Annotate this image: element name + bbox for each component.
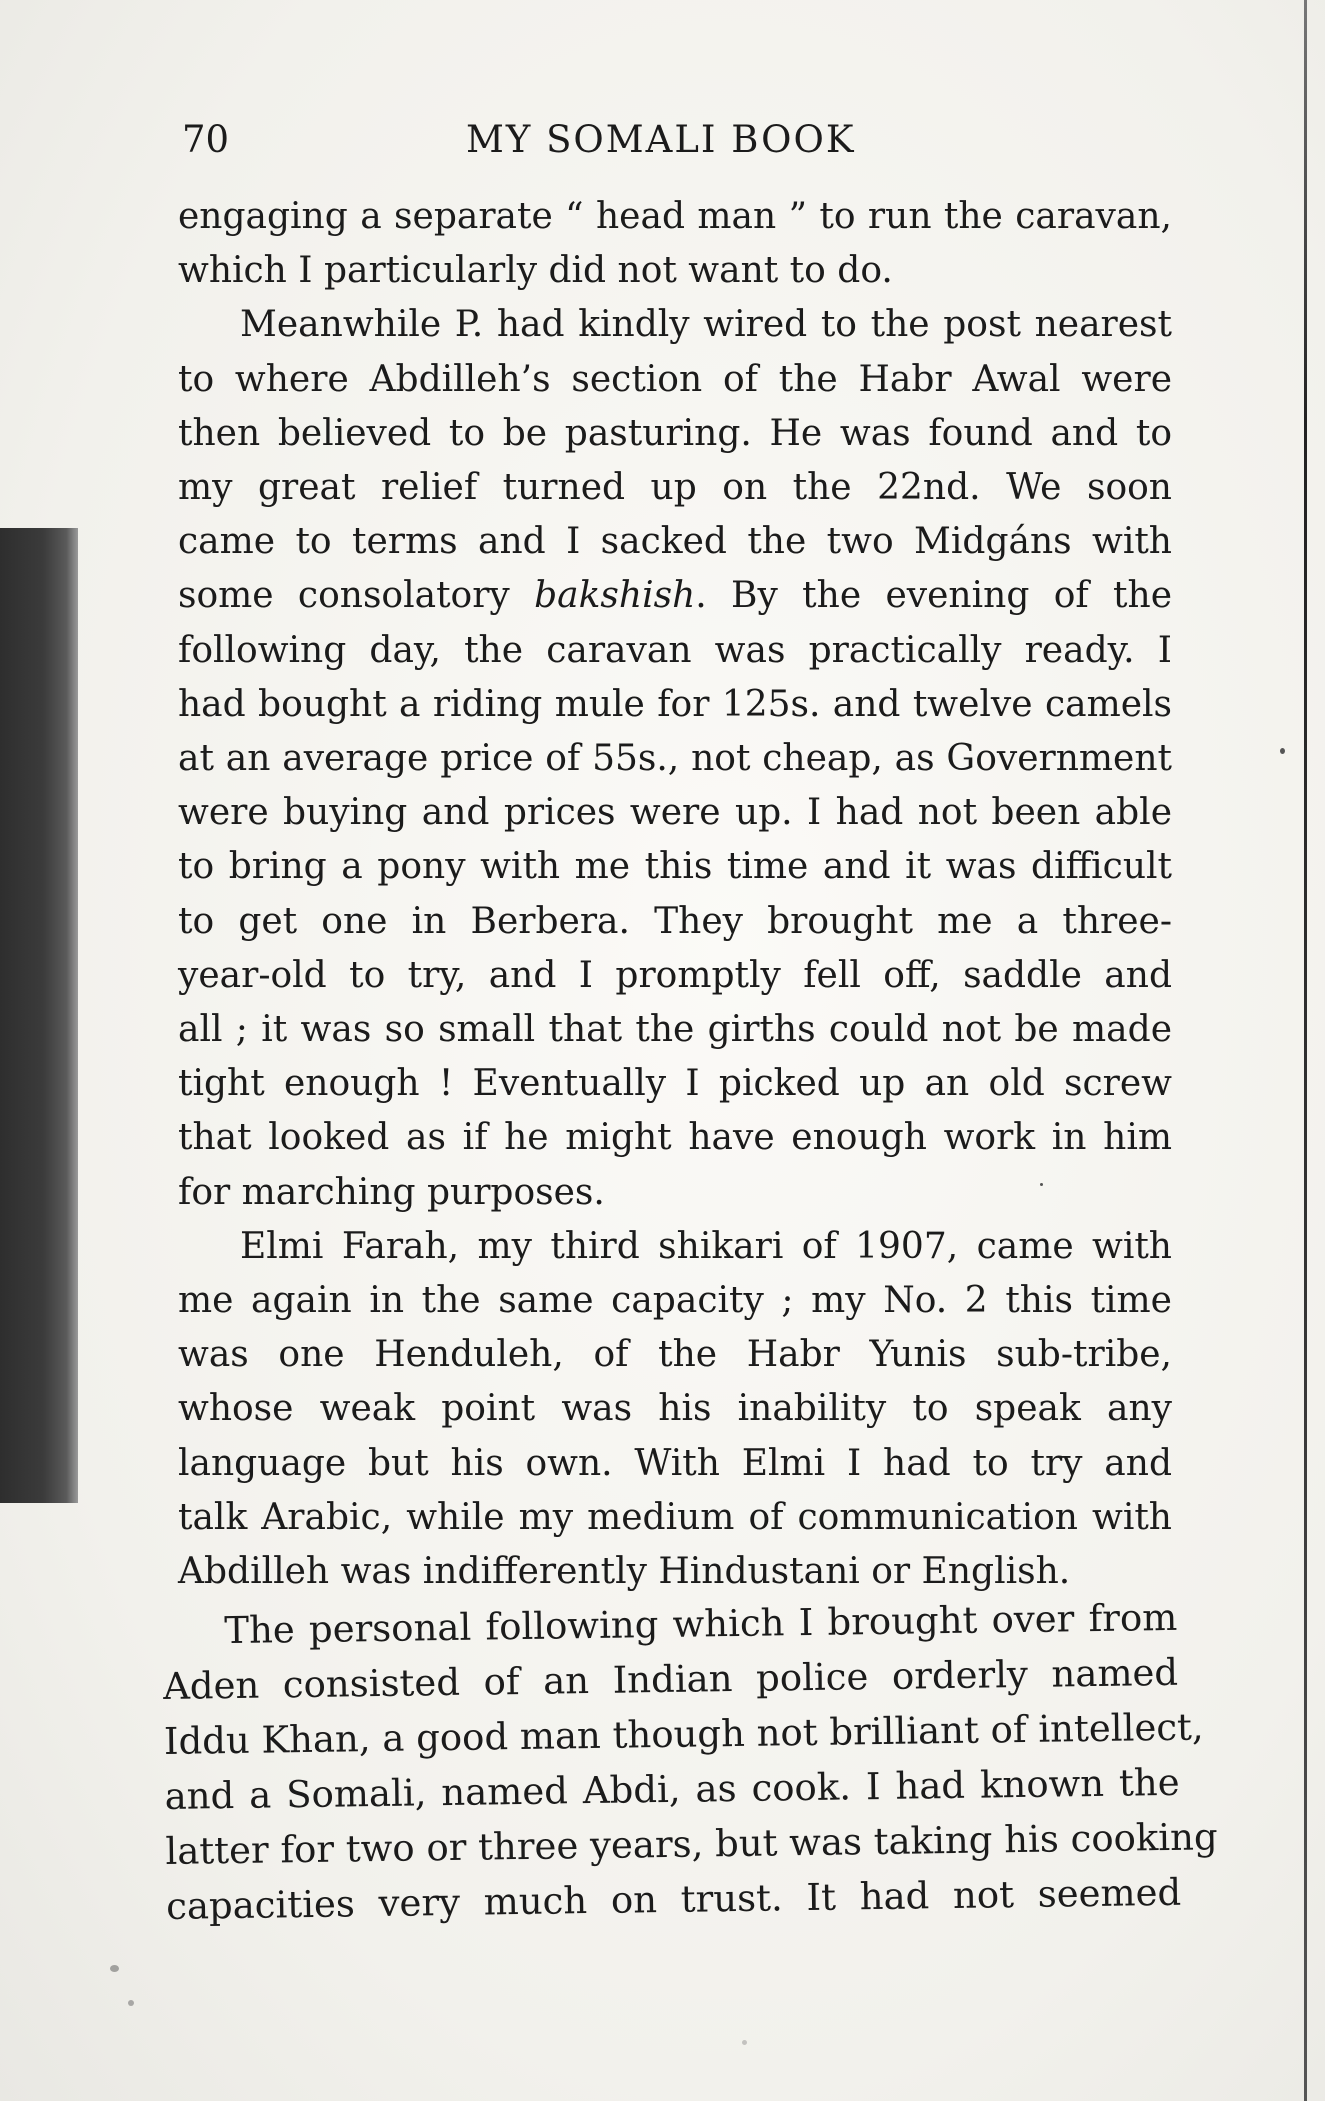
text-line: my great relief turned up on the 22nd. We soon bbox=[178, 467, 1172, 509]
text-line: then believed to be pasturing. He was found and to bbox=[178, 412, 1172, 454]
text-line: had bought a riding mule for 125s. and twelve camels bbox=[178, 683, 1172, 725]
text-line: Abdilleh was indifferently Hindustani or English. bbox=[178, 1551, 1071, 1593]
text-line: that looked as if he might have enough work in him bbox=[178, 1117, 1172, 1159]
page-number: 70 bbox=[182, 118, 230, 161]
text-line: Meanwhile P. had kindly wired to the post nearest bbox=[240, 304, 1172, 346]
text-line: engaging a separate “ head man ” to run the caravan, bbox=[178, 196, 1172, 237]
text-line: at an average price of 55s., not cheap, as Government bbox=[178, 738, 1172, 780]
body-text-continued bbox=[162, 1590, 1218, 1934]
text-line: for marching purposes. bbox=[178, 1171, 605, 1213]
text-line: following day, the caravan was practically ready. I bbox=[178, 629, 1172, 671]
page-edge-line bbox=[1304, 0, 1307, 2101]
print-speck bbox=[1280, 748, 1285, 754]
body-text bbox=[178, 190, 1172, 1599]
text-line: latter for two or three years, but was taking his cooking bbox=[165, 1815, 1218, 1873]
text-line: The personal following which I brought over from bbox=[224, 1595, 1178, 1653]
text-line: to where Abdilleh’s section of the Habr Awal were bbox=[178, 358, 1172, 400]
text-line: to get one in Berbera. They brought me a three- bbox=[178, 900, 1172, 942]
text-line: which I particularly did not want to do. bbox=[178, 250, 893, 292]
text-line: talk Arabic, while my medium of communication with bbox=[178, 1496, 1172, 1538]
text-line: Iddu Khan, a good man though not brilliant of intellect, bbox=[163, 1705, 1204, 1763]
text-line: came to terms and I sacked the two Midgáns with bbox=[178, 521, 1172, 563]
text-line: year-old to try, and I promptly fell off, saddle and bbox=[178, 954, 1172, 996]
paragraph bbox=[162, 1590, 1218, 1934]
text-line: some consolatory bakshish. By the evening of the bbox=[178, 575, 1172, 617]
text-line: was one Henduleh, of the Habr Yunis sub-tribe, bbox=[178, 1334, 1172, 1376]
text-line: language but his own. With Elmi I had to try and bbox=[178, 1442, 1172, 1484]
print-speck bbox=[110, 1965, 119, 1972]
running-head: MY SOMALI BOOK bbox=[466, 118, 856, 161]
text-line: capacities very much on trust. It had not seemed bbox=[165, 1870, 1182, 1928]
paragraph bbox=[178, 1220, 1172, 1599]
text-line: Aden consisted of an Indian police orderly named bbox=[162, 1650, 1179, 1708]
text-line: whose weak point was his inability to speak any bbox=[178, 1388, 1172, 1430]
print-speck bbox=[128, 2000, 134, 2006]
binding-shadow bbox=[0, 528, 78, 1503]
paragraph bbox=[178, 298, 1172, 1219]
text-line: tight enough ! Eventually I picked up an old screw bbox=[178, 1063, 1172, 1105]
text-line: to bring a pony with me this time and it was difficult bbox=[178, 846, 1172, 888]
text-line: Elmi Farah, my third shikari of 1907, came with bbox=[240, 1225, 1172, 1267]
print-speck bbox=[742, 2040, 747, 2045]
text-line: were buying and prices were up. I had not been able bbox=[178, 792, 1172, 834]
text-line: all ; it was so small that the girths could not be made bbox=[178, 1009, 1172, 1051]
paragraph bbox=[178, 190, 1172, 298]
page-header bbox=[180, 112, 1180, 172]
text-line: me again in the same capacity ; my No. 2 this time bbox=[178, 1280, 1172, 1322]
text-line: and a Somali, named Abdi, as cook. I had known the bbox=[164, 1760, 1180, 1818]
